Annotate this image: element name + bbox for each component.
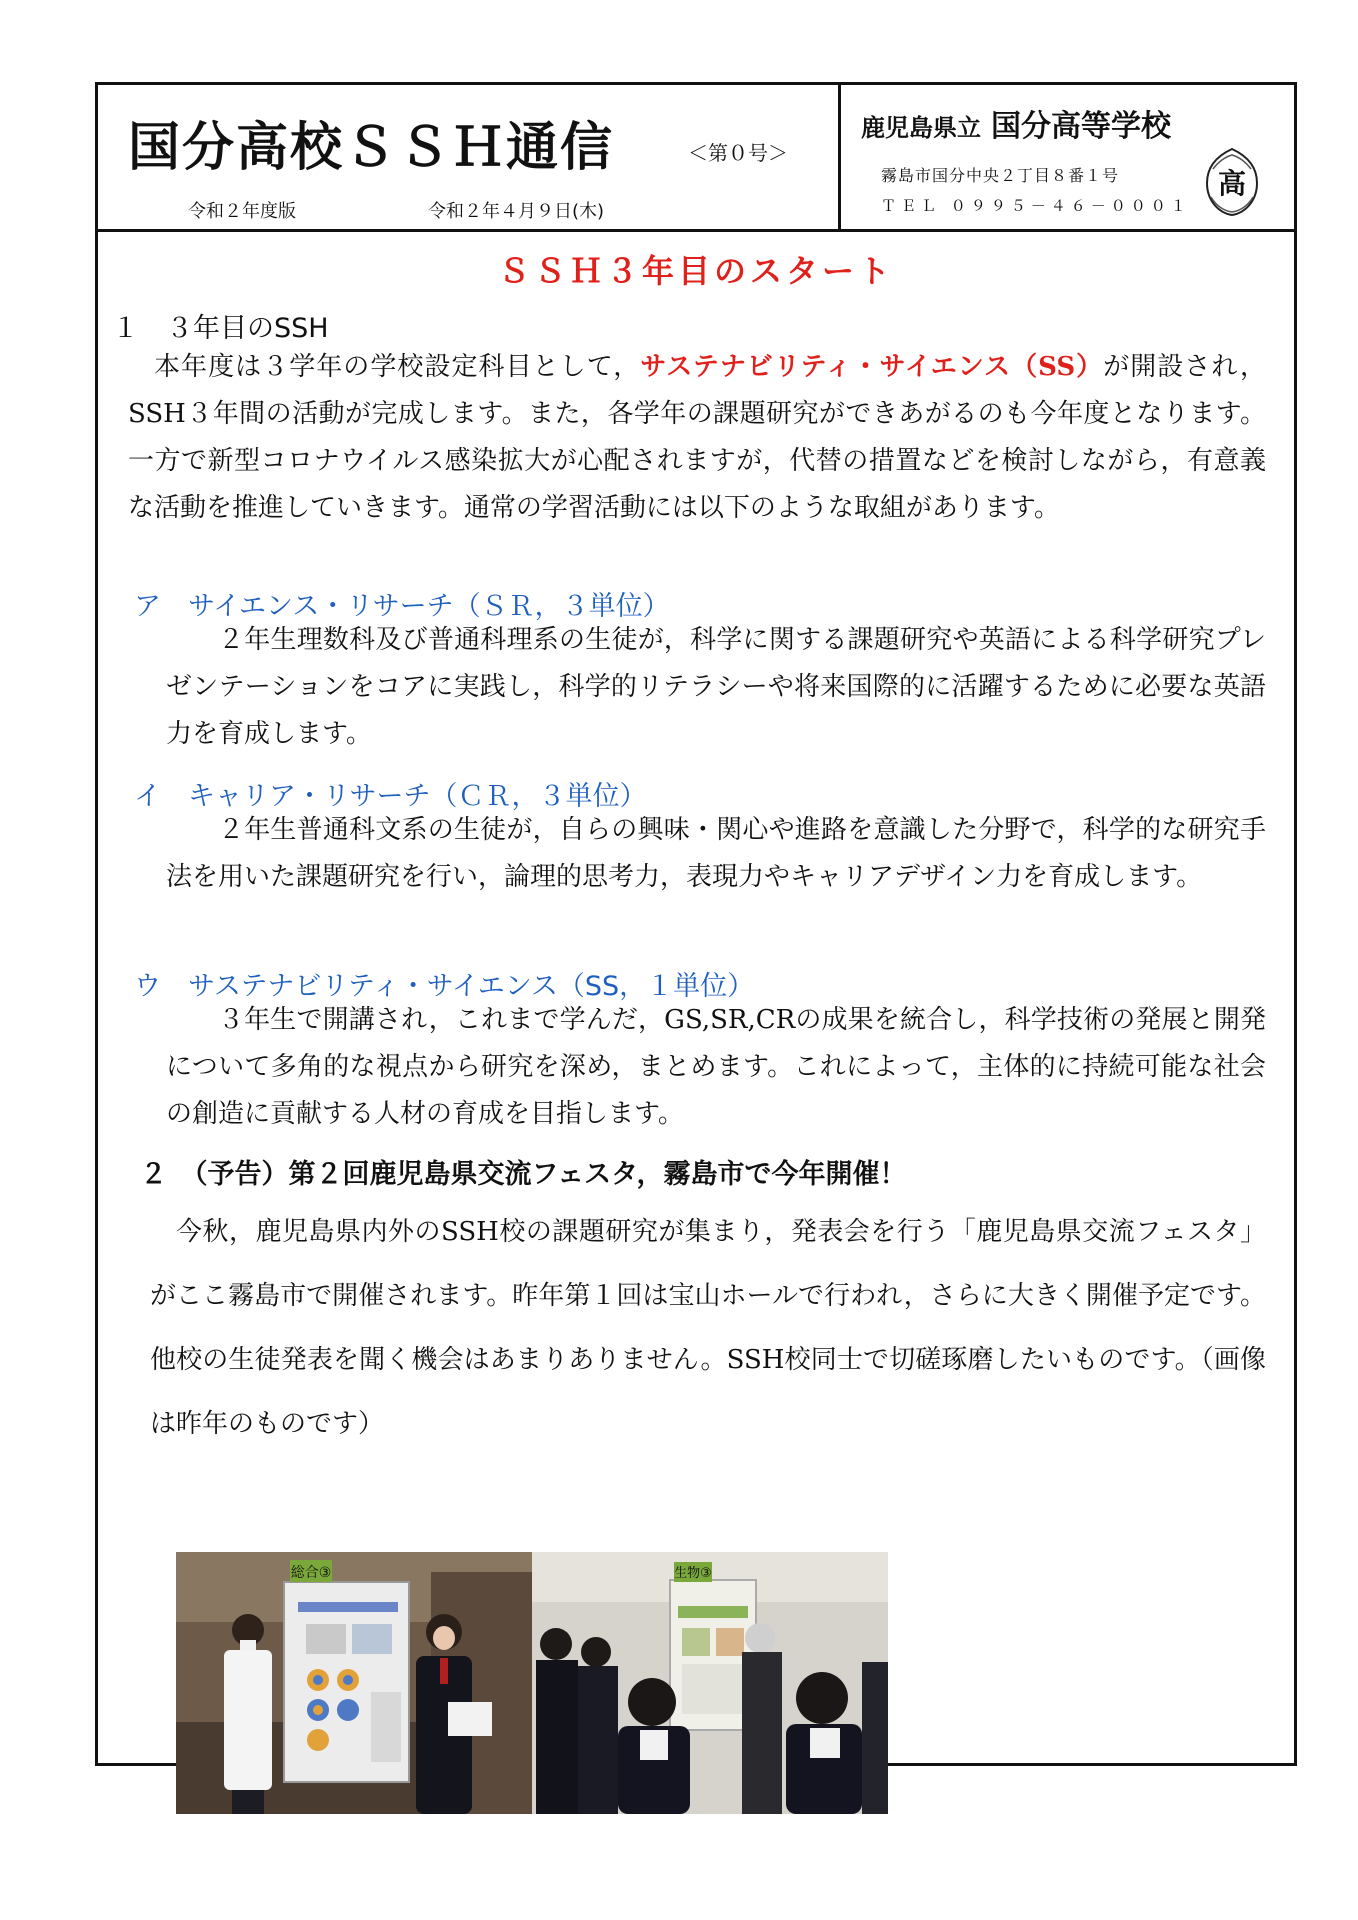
subsection-a-heading: ア サイエンス・リサーチ（ＳＲ，３単位）	[134, 591, 670, 622]
header-title-block	[98, 85, 841, 229]
emblem-character: 高	[1217, 167, 1247, 200]
subsection-c-heading: ウ サステナビリティ・サイエンス（SS，１単位）	[134, 971, 755, 1002]
school-main-name: 国分高等学校	[991, 109, 1171, 144]
section-1-intro-end: が開設され，SSH３年間の活動が完成します。また，各学年の課題研究ができあがるのも今年度となります。一方で新型コロナウイルス感染拡大が心配されますが，代替の措置などを検討しながら，有意義な活動を推進していきます。通常の学習活動には以下のような取組があります。	[128, 352, 1267, 523]
subsection-b-body: ２年生普通科文系の生徒が，自らの興味・関心や進路を意識した分野で，科学的な研究手法を用いた課題研究を行い，論理的思考力，表現力やキャリアデザイン力を育成します。	[166, 815, 1266, 892]
issue-date: 令和２年４月９日(木)	[428, 201, 605, 222]
newsletter-frame	[95, 82, 1297, 1766]
edition-label: 令和２年度版	[188, 201, 296, 222]
newsletter-header	[98, 85, 1294, 232]
event-photo-left	[176, 1552, 532, 1814]
subsection-b-heading: イ キャリア・リサーチ（ＣＲ，３単位）	[134, 781, 647, 812]
subsection-c-body: ３年生で開講され，これまで学んだ，GS,SR,CRの成果を統合し，科学技術の発展と開発について多角的な視点から研究を深め，まとめます。これによって，主体的に持続可能な社会の創造に貢献する人材の育成を目指します。	[166, 1005, 1266, 1129]
event-photo-right	[532, 1552, 888, 1814]
left-photo-sign: 総合③	[290, 1565, 332, 1581]
section-2-body: 今秋，鹿児島県内外のSSH校の課題研究が集まり，発表会を行う「鹿児島県交流フェスタ」がここ霧島市で開催されます。昨年第１回は宝山ホールで行われ，さらに大きく開催予定です。他校の生徒発表を聞く機会はあまりありません。SSH校同士で切磋琢磨したいものです。（画像は昨年のものです）	[150, 1217, 1266, 1439]
section-1-heading: １ ３年目のSSH	[112, 313, 329, 344]
subsection-a-body: ２年生理数科及び普通科理系の生徒が，科学に関する課題研究や英語による科学研究プレゼンテーションをコアに実践し，科学的リテラシーや将来国際的に活躍するために必要な英語力を育成します。	[166, 625, 1266, 749]
school-emblem-icon	[1203, 147, 1261, 217]
right-photo-sign: 生物③	[674, 1566, 712, 1581]
section-1-intro	[128, 344, 1266, 532]
school-name	[861, 101, 1171, 145]
section-2-heading: ２ （予告）第２回鹿児島県交流フェスタ，霧島市で今年開催！	[140, 1159, 907, 1190]
section-1-intro-start: 本年度は３学年の学校設定科目として，	[154, 352, 641, 382]
headline: ＳＳＨ３年目のスタート	[497, 252, 894, 290]
event-photos	[176, 1552, 888, 1814]
header-school-block	[841, 85, 1294, 229]
school-tel: ＴＥＬ ０９９５－４６－０００１	[881, 197, 1191, 215]
issue-number: ＜第０号＞	[688, 141, 788, 165]
newsletter-title: 国分高校ＳＳＨ通信	[128, 118, 615, 178]
school-address: 霧島市国分中央２丁目８番１号	[881, 166, 1120, 185]
section-1-intro-highlight: サステナビリティ・サイエンス（SS）	[640, 352, 1104, 382]
school-prefix: 鹿児島県立	[861, 114, 981, 142]
